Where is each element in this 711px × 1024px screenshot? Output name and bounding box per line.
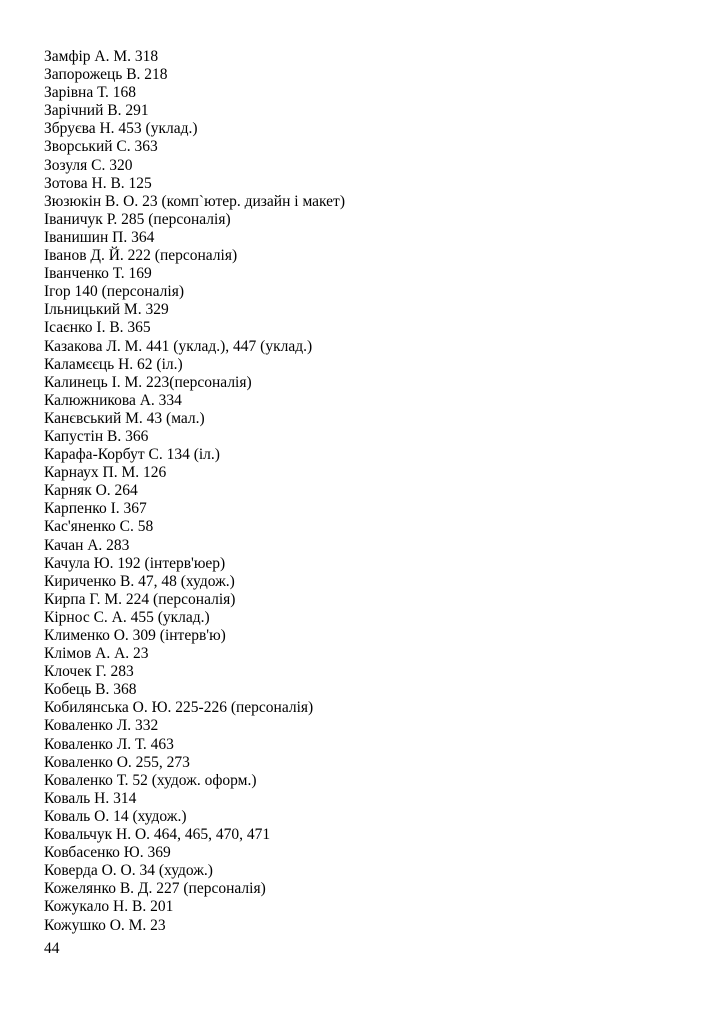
index-entry: Капустін В. 366 bbox=[44, 427, 149, 445]
index-entry: Зозуля С. 320 bbox=[44, 156, 133, 174]
index-entry: Зворський С. 363 bbox=[44, 138, 158, 156]
index-entry: Клімов А. А. 23 bbox=[44, 645, 149, 663]
index-entry: Кобець В. 368 bbox=[44, 681, 137, 699]
index-entry: Кожукало Н. В. 201 bbox=[44, 898, 174, 916]
index-entry: Карпенко І. 367 bbox=[44, 500, 147, 518]
index-entry: Карняк О. 264 bbox=[44, 482, 138, 500]
index-entry: Ісаєнко І. В. 365 bbox=[44, 319, 151, 337]
index-entry: Зюзюкін В. О. 23 (комп`ютер. дизайн і макет) bbox=[44, 192, 345, 210]
index-entry: Ільницький М. 329 bbox=[44, 301, 169, 319]
index-entry: Зотова Н. В. 125 bbox=[44, 174, 152, 192]
index-entry: Клименко О. 309 (інтерв'ю) bbox=[44, 627, 226, 644]
index-entry: Коваленко Т. 52 (худож. оформ.) bbox=[44, 771, 257, 789]
index-entry: Ковальчук Н. О. 464, 465, 470, 471 bbox=[44, 826, 271, 844]
index-entry: Іванов Д. Й. 222 (персоналія) bbox=[44, 247, 238, 265]
index-entry: Коваленко О. 255, 273 bbox=[44, 753, 190, 771]
index-entry: Коваленко Л. Т. 463 bbox=[44, 735, 174, 753]
index-entry: Зарівна Т. 168 bbox=[44, 84, 136, 102]
index-entry: Клочек Г. 283 bbox=[44, 663, 134, 681]
index-entry: Кірнос С. А. 455 (уклад.) bbox=[44, 608, 210, 626]
index-entry: Іванченко Т. 169 bbox=[44, 265, 152, 283]
index-entry: Канєвський М. 43 (мал.) bbox=[44, 409, 205, 427]
index-entry: Коверда О. О. 34 (худож.) bbox=[44, 862, 213, 880]
index-entry: Кириченко В. 47, 48 (худож.) bbox=[44, 572, 235, 590]
index-entry: Іваничук Р. 285 (персоналія) bbox=[44, 210, 231, 228]
index-entry: Збруєва Н. 453 (уклад.) bbox=[44, 120, 198, 138]
index-entry: Коваль Н. 314 bbox=[44, 789, 137, 807]
index-entry: Замфір А. М. 318 bbox=[44, 48, 159, 65]
index-entry: Ігор 140 (персоналія) bbox=[44, 283, 184, 301]
index-entry: Запорожець В. 218 bbox=[44, 66, 168, 84]
index-entry: Калинець І. М. 223(персоналія) bbox=[44, 373, 252, 391]
index-entry: Карафа-Корбут С. 134 (іл.) bbox=[44, 446, 220, 464]
index-entry: Кобилянська О. Ю. 225-226 (персоналія) bbox=[44, 699, 314, 717]
index-entry: Кирпа Г. М. 224 (персоналія) bbox=[44, 590, 236, 608]
index-entry: Зарічний В. 291 bbox=[44, 102, 149, 120]
index-entry: Карнаух П. М. 126 bbox=[44, 464, 167, 482]
index-entry: Кожушко О. М. 23 bbox=[44, 916, 166, 934]
index-entry: Ковбасенко Ю. 369 bbox=[44, 844, 171, 862]
index-entry: Качула Ю. 192 (інтерв'юер) bbox=[44, 554, 226, 572]
index-entry: Казакова Л. М. 441 (уклад.), 447 (уклад.) bbox=[44, 337, 313, 355]
index-entry: Коваленко Л. 332 bbox=[44, 717, 159, 735]
index-entry: Калюжникова А. 334 bbox=[44, 391, 182, 409]
index-entry: Кожелянко В. Д. 227 (персоналія) bbox=[44, 880, 266, 898]
index-entry: Качан А. 283 bbox=[44, 536, 130, 554]
page-number: 44 bbox=[44, 940, 60, 957]
index-entry: Іванишин П. 364 bbox=[44, 228, 155, 246]
name-index-list bbox=[44, 48, 345, 935]
index-entry: Кас'яненко С. 58 bbox=[44, 518, 154, 536]
index-entry: Каламєєць Н. 62 (іл.) bbox=[44, 355, 183, 373]
index-entry: Коваль О. 14 (худож.) bbox=[44, 807, 187, 825]
